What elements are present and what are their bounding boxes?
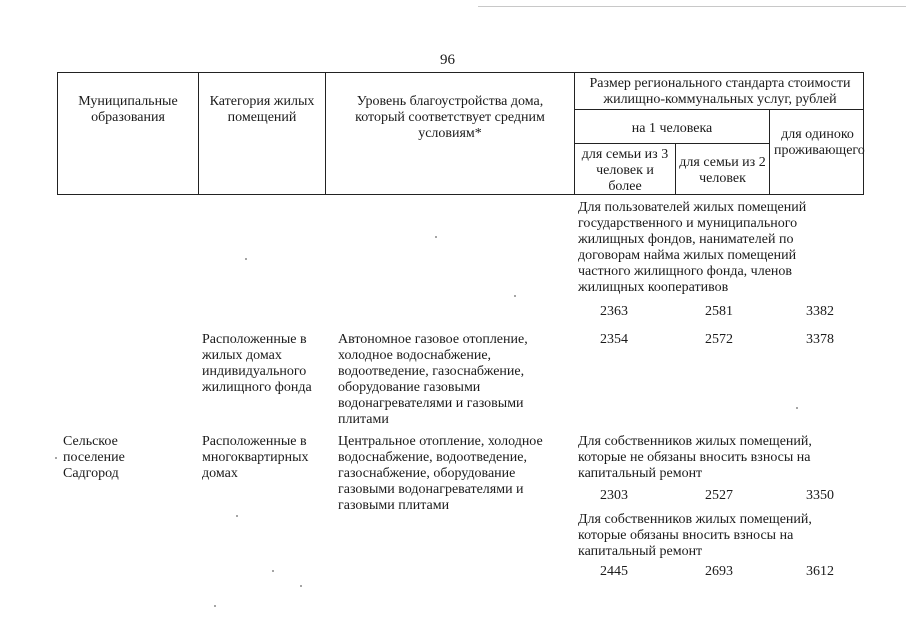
header-single: для одиноко проживающего [774,127,865,158]
sadgorod-note-no-capital-repair: Для собственников жилых помещений, которые не обязаны вносить взносы на капитальный ремонт [578,434,812,481]
individual-category: Расположенные в жилых домах индивидуального жилищного фонда [202,332,312,395]
header-divider [325,73,326,194]
header-size: Размер регионального стандарта стоимости жилищно-коммунальных услуг, рублей [589,76,851,107]
individual-value-single: 3378 [806,332,834,347]
sadgorod-note-capital-repair: Для собственников жилых помещений, которые обязаны вносить взносы на капитальный ремонт [578,512,812,559]
individual-value-family2: 2572 [705,332,733,347]
header-divider [574,143,769,144]
sadgorod-category: Расположенные в многоквартирных домах [202,434,309,481]
header-divider [574,109,863,110]
individual-level: Автономное газовое отопление, холодное водоснабжение, водоотведение, газоснабжение, оборудование газовыми водонагревателями и газовыми плитами [338,332,528,427]
section1-note: Для пользователей жилых помещений государственного и муниципального жилищных фондов, нанимателей по договорам найма жилых помещений частного жилищного фонда, членов жилищных кооперативов [578,200,807,295]
sadgorod-level: Центральное отопление, холодное водоснабжение, водоотведение, газоснабжение, оборудование газовыми водонагревателями и газовыми плитами [338,434,543,513]
scan-speck [796,407,798,409]
header-municipal: Муниципальные образования [78,94,178,125]
sadgorod-municipal: Сельское поселение Садгород [63,434,125,481]
scan-speck [245,258,247,260]
scan-speck [214,605,216,607]
header-level: Уровень благоустройства дома, который соответствует средним условиям* [355,94,545,141]
scan-speck [514,295,516,297]
header-divider [769,109,770,194]
top-rule [478,6,906,7]
scan-speck [272,570,274,572]
page-number: 96 [440,52,455,68]
scan-speck [236,515,238,517]
header-family2: для семьи из 2 человек [679,155,766,186]
header-category: Категория жилых помещений [209,94,315,125]
scan-speck [300,585,302,587]
header-per-person: на 1 человека [631,121,713,136]
individual-value-family3: 2354 [600,332,628,347]
header-divider [574,73,575,194]
sadgorod-value2-single: 3612 [806,564,834,579]
header-divider [675,143,676,194]
section1-value-family3: 2363 [600,304,628,319]
sadgorod-value2-family2: 2693 [705,564,733,579]
section1-value-single: 3382 [806,304,834,319]
scan-speck [435,236,437,238]
header-divider [198,73,199,194]
sadgorod-value1-family2: 2527 [705,488,733,503]
section1-value-family2: 2581 [705,304,733,319]
sadgorod-value1-family3: 2303 [600,488,628,503]
sadgorod-value1-single: 3350 [806,488,834,503]
scan-speck [55,457,57,459]
header-family3: для семьи из 3 человек и более [581,147,669,194]
sadgorod-value2-family3: 2445 [600,564,628,579]
table-header [57,72,864,195]
